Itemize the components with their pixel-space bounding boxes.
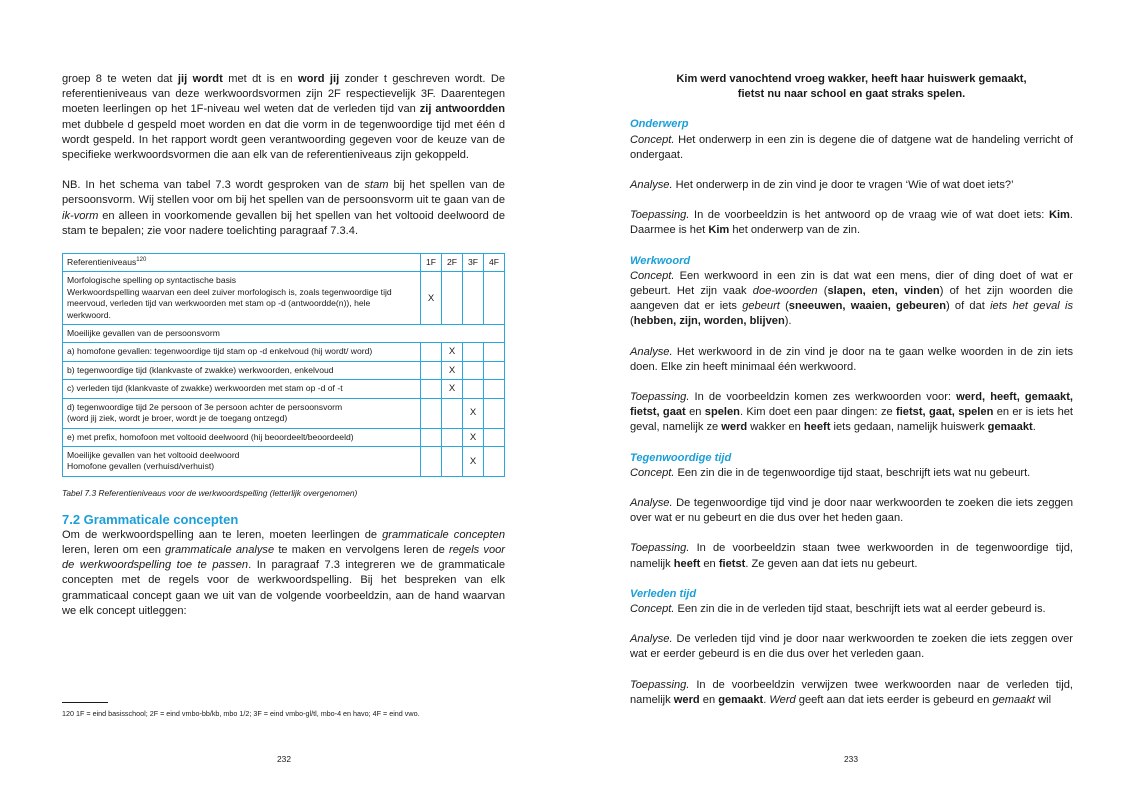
werkwoord-analyse: Analyse. Het werkwoord in de zin vind je door na te gaan welke woorden in de zin iets doen. Elke zin heeft minimaal één werkwoord. (630, 345, 1073, 373)
werkwoord-toepassing: Toepassing. In de voorbeeldzin komen zes werkwoorden voor: werd, heeft, gemaakt, fietst, gaat en spelen. Kim doet een paar dingen: ze fietst, gaat, spelen en er is iets het geval, namelijk ze werd wakker en heeft iets gedaan, namelijk huiswerk gemaakt. (630, 391, 1073, 434)
table-row (63, 380, 505, 398)
level-mark: X (442, 361, 463, 379)
table-row (63, 398, 505, 428)
table-header-label: Referentieniveaus$^{120}$ (63, 254, 421, 272)
table-row (63, 272, 505, 325)
table-caption: Tabel 7.3 Referentieniveaus voor de werkwoordspelling (letterlijk overgenomen) (62, 487, 358, 498)
level-mark (421, 380, 442, 398)
level-mark: X (463, 428, 484, 446)
row-description: Moeilijke gevallen van het voltooid deelwoord Homofone gevallen (verhuisd/verhuist) (63, 446, 421, 476)
row-description: d) tegenwoordige tijd 2e persoon of 3e persoon achter de persoonsvorm (word jij ziek, wordt je broer, wordt je de toegang ontzegd) (63, 398, 421, 428)
table-row (63, 343, 505, 361)
table-section-row (63, 325, 505, 343)
level-mark: X (421, 272, 442, 325)
tt-toepassing: Toepassing. In de voorbeeldzin staan twee werkwoorden in de tegenwoordige tijd, namelijk heeft en fietst. Ze geven aan dat iets nu gebeurt. (630, 542, 1073, 570)
left-column (62, 72, 505, 619)
werkwoord-concept: Concept. Een werkwoord in een zin is dat wat een mens, dier of ding doet of wat er gebeurt. Het zijn vaak doe-woorden (slapen, eten, vinden) of het zijn woorden die aangeven dat er iets gebeurt (sneeuwen, waaien, gebeuren) of dat iets het geval is (hebben, zijn, worden, blijven). (630, 269, 1073, 328)
level-mark (484, 272, 505, 325)
vt-toepassing: Toepassing. In de voorbeeldzin verwijzen twee werkwoorden naar de verleden tijd, namelijk werd en gemaakt. Werd geeft aan dat iets eerder is gebeurd en gemaakt wil (630, 678, 1073, 706)
section-heading: 7.2 Grammaticale concepten (62, 511, 239, 527)
level-mark: X (442, 343, 463, 361)
footnote: 120 1F = eind basisschool; 2F = eind vmbo-bb/kb, mbo 1/2; 3F = eind vmbo-gl/tl, mbo-4 en havo; 4F = eind vwo. (62, 709, 420, 718)
tt-concept: Concept. Een zin die in de tegenwoordige tijd staat, beschrijft iets wat nu gebeurt. (630, 466, 1031, 479)
page-number: 233 (844, 754, 858, 764)
row-description: e) met prefix, homofoon met voltooid deelwoord (hij beoordeelt/beoordeeld) (63, 428, 421, 446)
level-mark (463, 272, 484, 325)
level-mark (463, 361, 484, 379)
vt-concept: Concept. Een zin die in de verleden tijd staat, beschrijft iets wat al eerder gebeurd is. (630, 603, 1046, 616)
onderwerp-analyse: Analyse. Het onderwerp in de zin vind je door te vragen ‘Wie of wat doet iets?’ (630, 179, 1014, 192)
table-row (63, 361, 505, 379)
onderwerp-toepassing: Toepassing. In de voorbeeldzin is het antwoord op de vraag wie of wat doet iets: Kim. Daarmee is het Kim het onderwerp van de zin. (630, 209, 1073, 237)
row-description: b) tegenwoordige tijd (klankvaste of zwakke) werkwoorden, enkelvoud (63, 361, 421, 379)
level-mark: X (463, 398, 484, 428)
level-mark (484, 343, 505, 361)
level-mark (442, 446, 463, 476)
level-mark (421, 428, 442, 446)
tt-analyse: Analyse. De tegenwoordige tijd vind je door naar werkwoorden te zoeken die iets zeggen over wat er nu gebeurt en die dus over het heden gaan. (630, 497, 1073, 525)
level-mark (421, 398, 442, 428)
level-header: 3F (463, 254, 484, 272)
example-sentence: Kim werd vanochtend vroeg wakker, heeft haar huiswerk gemaakt, fietst nu naar school en gaat straks spelen. (676, 73, 1027, 101)
right-column (630, 72, 1073, 708)
row-description: c) verleden tijd (klankvaste of zwakke) werkwoorden met stam op -d of -t (63, 380, 421, 398)
level-mark (442, 272, 463, 325)
table-row (63, 428, 505, 446)
level-header: 1F (421, 254, 442, 272)
table-header-row (63, 254, 505, 272)
nb-paragraph: NB. In het schema van tabel 7.3 wordt gesproken van de stam bij het spellen van de persoonsvorm. Wij stellen voor om bij het spellen van de persoonsvorm uit te gaan van de ik-vorm en alleen in voorkomende gevallen bij het spellen van het voltooid deelwoord de stam te bepalen; zie voor nadere toelichting paragraaf 7.3.4. (62, 179, 505, 237)
footnote-divider (62, 702, 108, 703)
vt-analyse: Analyse. De verleden tijd vind je door naar werkwoorden te zoeken die iets zeggen over wat er eerder gebeurd is en die dus over het verleden gaan. (630, 633, 1073, 661)
page-number: 232 (277, 754, 291, 764)
level-mark (484, 446, 505, 476)
level-mark (421, 361, 442, 379)
level-mark (484, 380, 505, 398)
heading-tegenwoordige-tijd: Tegenwoordige tijd (630, 451, 732, 464)
level-header: 2F (442, 254, 463, 272)
section-title: Moeilijke gevallen van de persoonsvorm (63, 325, 505, 343)
heading-onderwerp: Onderwerp (630, 118, 689, 131)
onderwerp-concept: Concept. Het onderwerp in een zin is degene die of datgene wat de handeling verricht of ondergaat. (630, 133, 1073, 161)
level-mark (484, 428, 505, 446)
heading-verleden-tijd: Verleden tijd (630, 587, 697, 600)
level-mark (463, 380, 484, 398)
row-description: Morfologische spelling op syntactische basis Werkwoordspelling waarvan een deel zuiver morfologisch is, zoals tegenwoordige tijd meervoud, verleden tijd van werkwoorden met stam op -d (antwoordde(n)), hele werkwoord. (63, 272, 421, 325)
level-mark (421, 446, 442, 476)
level-mark (442, 428, 463, 446)
table-row (63, 446, 505, 476)
level-mark (484, 398, 505, 428)
level-mark (484, 361, 505, 379)
right-page (568, 0, 1136, 795)
reference-levels-table (62, 253, 505, 477)
intro-paragraph: groep 8 te weten dat jij wordt met dt is en word jij zonder t geschreven wordt. De referentieniveaus van deze werkwoordsvormen zijn 2F respectievelijk 3F. Daarentegen moeten leerlingen op het 1F-niveau wel weten dat de verleden tijd van zij antwoordden met dubbele d gespeld moet worden en dat die vorm in de tegenwoordige tijd met één d wordt gespeld. In het rapport wordt geen verantwoording gegeven voor de keuze van de specifieke werkwoordsvormen die aan elk van de referentieniveaus zijn gekoppeld. (62, 73, 505, 162)
level-mark (421, 343, 442, 361)
row-description: a) homofone gevallen: tegenwoordige tijd stam op -d enkelvoud (hij wordt/ word) (63, 343, 421, 361)
level-header: 4F (484, 254, 505, 272)
level-mark (463, 343, 484, 361)
concepts-paragraph: Om de werkwoordspelling aan te leren, moeten leerlingen de grammaticale concepten leren, leren om een grammaticale analyse te maken en vervolgens leren de regels voor de werkwoordspelling toe te passen. In paragraaf 7.3 integreren we de grammaticale concepten met de regels voor de werkwoordspelling. Bij het bespreken van elk grammaticaal concept gaan we uit van de volgende voorbeeldzin, aan de hand waarvan we elk concept uitleggen: (62, 528, 506, 617)
level-mark: X (442, 380, 463, 398)
level-mark (442, 398, 463, 428)
heading-werkwoord: Werkwoord (630, 254, 691, 267)
level-mark: X (463, 446, 484, 476)
